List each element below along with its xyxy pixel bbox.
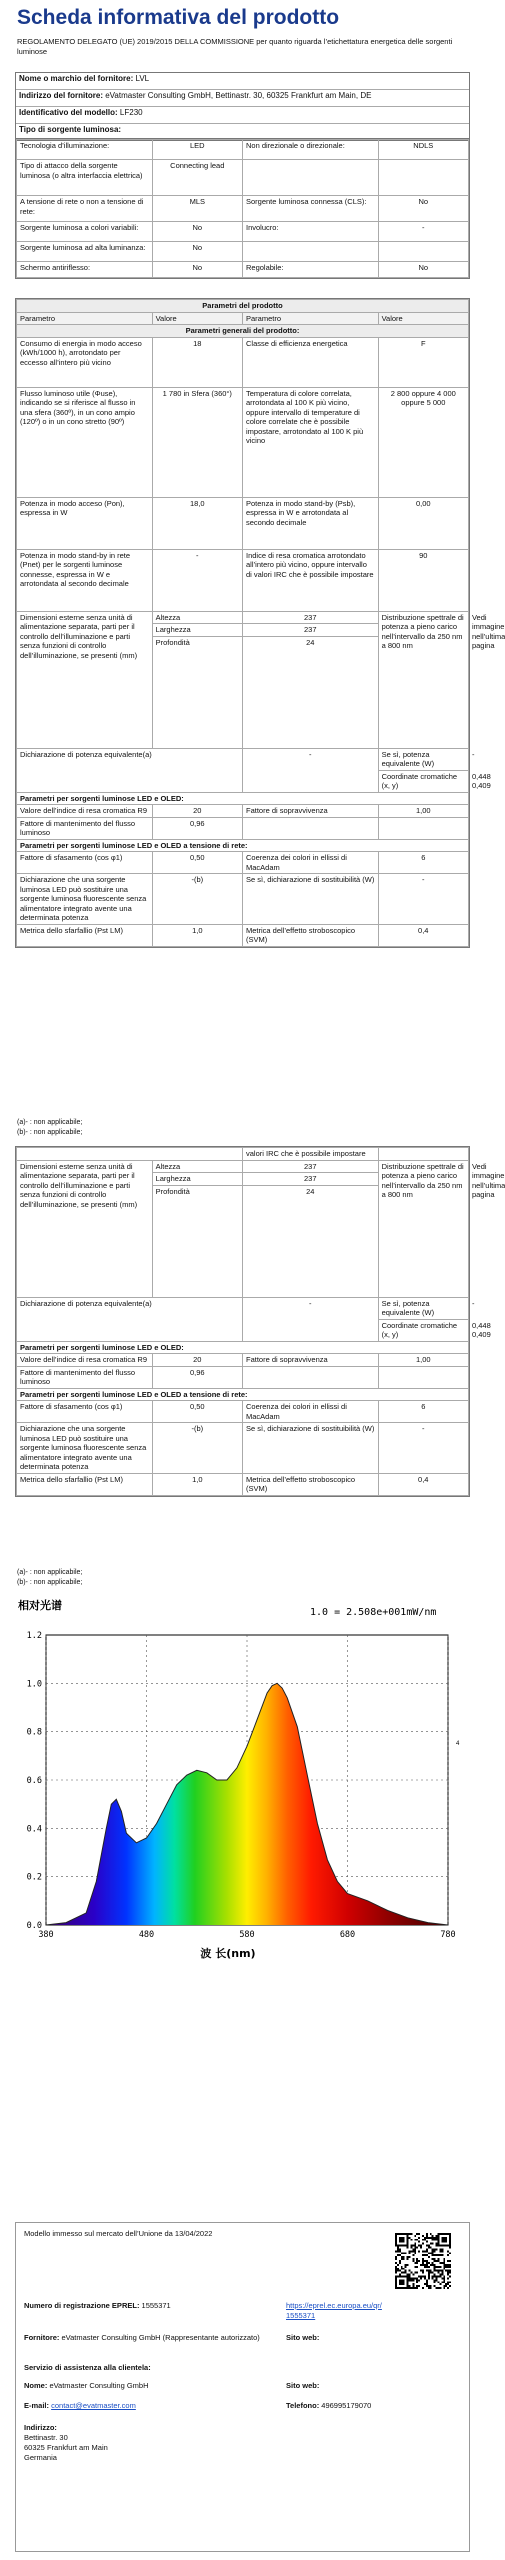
param-label bbox=[242, 242, 378, 262]
param-label: Sorgente luminosa a colori variabili: bbox=[17, 222, 153, 242]
blank-cell bbox=[17, 1148, 243, 1161]
spectrum-chart bbox=[8, 1595, 470, 1965]
param-value bbox=[378, 160, 468, 196]
param-value: No bbox=[152, 262, 242, 278]
table-row bbox=[17, 874, 469, 925]
table-row bbox=[17, 611, 469, 624]
table-row bbox=[17, 924, 469, 946]
param-value: 1,0 bbox=[152, 1473, 242, 1495]
table-row bbox=[17, 337, 469, 387]
param-label: Fattore di sopravvivenza bbox=[242, 805, 378, 818]
supplier-name-label: Nome o marchio del fornitore: bbox=[19, 74, 134, 83]
coord-label: Coordinate cromatiche (x, y) bbox=[378, 1319, 468, 1341]
address-line-2: 60325 Frankfurt am Main bbox=[24, 2443, 108, 2452]
param-label: Schermo antiriflesso: bbox=[17, 262, 153, 278]
param-value: 18 bbox=[152, 337, 242, 387]
table-row bbox=[17, 160, 469, 196]
service-site-label: Sito web: bbox=[286, 2381, 320, 2390]
param-label: Valore dell’indice di resa cromatica R9 bbox=[17, 1354, 153, 1367]
table-row bbox=[17, 1366, 469, 1388]
param-label: Metrica dello sfarfallio (Pst LM) bbox=[17, 924, 153, 946]
depth-value: 24 bbox=[242, 1185, 378, 1297]
param-label: Se sì, dichiarazione di sostituibilità (W) bbox=[242, 1423, 378, 1474]
dimensions-label: Dimensioni esterne senza unità di alimentazione separata, parti per il controllo dell’illuminazione e parti senza funzioni di controllo dell’illuminazione, se presenti (mm) bbox=[17, 611, 153, 748]
page-title: Scheda informativa del prodotto bbox=[17, 6, 340, 29]
param-label: Classe di efficienza energetica bbox=[242, 337, 378, 387]
table-row bbox=[17, 387, 469, 497]
param-label: Sorgente luminosa connessa (CLS): bbox=[242, 196, 378, 222]
header-row bbox=[17, 312, 469, 325]
table-row bbox=[17, 1423, 469, 1474]
param-label: Fattore di mantenimento del flusso luminoso bbox=[17, 1366, 153, 1388]
y-tick-label: 0.2 bbox=[26, 1872, 42, 1883]
model-id: LF230 bbox=[119, 108, 143, 117]
footer-box bbox=[15, 2222, 470, 2552]
param-value: 0,96 bbox=[152, 1366, 242, 1388]
y-tick-label: 0.0 bbox=[26, 1921, 42, 1931]
param-value: No bbox=[152, 242, 242, 262]
param-value: 6 bbox=[378, 852, 468, 874]
table-row bbox=[17, 140, 469, 160]
repeat-top-text: valori IRC che è possibile impostare bbox=[242, 1148, 378, 1161]
param-label: Metrica dello sfarfallio (Pst LM) bbox=[17, 1473, 153, 1495]
y-tick-label: 1.2 bbox=[26, 1631, 42, 1641]
params-title: Parametri del prodotto bbox=[17, 300, 469, 313]
mains-section-title: Parametri per sorgenti luminose LED e OLED a tensione di rete: bbox=[17, 839, 469, 852]
param-value: 18,0 bbox=[152, 497, 242, 549]
param-label: Indice di resa cromatica arrotondato all’intero più vicino, oppure intervallo di valori IRC che è possibile impostare bbox=[242, 549, 378, 611]
mains-section-title: Parametri per sorgenti luminose LED e OLED a tensione di rete: bbox=[17, 1388, 469, 1401]
param-value: 0,50 bbox=[152, 852, 242, 874]
param-value: 0,4 bbox=[378, 1473, 468, 1495]
y-tick-label: 0.8 bbox=[26, 1727, 42, 1738]
eprel-number: 1555371 bbox=[141, 2301, 171, 2310]
address-label: Indirizzo: bbox=[24, 2423, 57, 2432]
param-label: Fattore di sfasamento (cos φ1) bbox=[17, 1401, 153, 1423]
param-label: Potenza in modo acceso (Pon), espressa in W bbox=[17, 497, 153, 549]
note-line: (b)- : non applicabile; bbox=[17, 1579, 83, 1586]
param-value bbox=[378, 242, 468, 262]
section-row bbox=[17, 1388, 469, 1401]
param-label: Potenza in modo stand-by in rete (Pnet) per le sorgenti luminose connesse, espressa in W e arrotondata al secondo decimale bbox=[17, 549, 153, 611]
param-value: 1,00 bbox=[378, 1354, 468, 1367]
table-row bbox=[17, 852, 469, 874]
param-label: Flusso luminoso utile (Φuse), indicando se si riferisce al flusso in una sfera (360º), in un cono ampio (120º) o in un cono stretto (90º) bbox=[17, 387, 153, 497]
equiv-value: - bbox=[242, 748, 378, 792]
param-label: Metrica dell’effetto stroboscopico (SVM) bbox=[242, 1473, 378, 1495]
table-row bbox=[17, 805, 469, 818]
param-value: Connecting lead bbox=[152, 160, 242, 196]
table-row bbox=[17, 817, 469, 839]
eprel-label: Numero di registrazione EPREL: bbox=[24, 2301, 140, 2310]
param-value: 1 780 in Sfera (360°) bbox=[152, 387, 242, 497]
equiv-label: Dichiarazione di potenza equivalente(a) bbox=[17, 748, 243, 792]
table-row bbox=[17, 748, 469, 770]
depth-value: 24 bbox=[242, 636, 378, 748]
col-header-value: Valore bbox=[152, 312, 242, 325]
section-row bbox=[17, 1341, 469, 1354]
height-value: 237 bbox=[242, 611, 378, 624]
supplier-name: LVL bbox=[135, 74, 150, 83]
blank-cell bbox=[378, 1148, 468, 1161]
spectrum-svg bbox=[8, 1595, 470, 1965]
param-label: Non direzionale o direzionale: bbox=[242, 140, 378, 160]
height-label: Altezza bbox=[152, 1160, 242, 1173]
notes-1 bbox=[17, 1118, 82, 1138]
y-tick-label: 0.4 bbox=[26, 1824, 42, 1835]
email-link[interactable]: contact@evatmaster.com bbox=[51, 2401, 136, 2410]
param-label: Valore dell’indice di resa cromatica R9 bbox=[17, 805, 153, 818]
site-label: Sito web: bbox=[286, 2333, 320, 2342]
led-section-title: Parametri per sorgenti luminose LED e OLED: bbox=[17, 792, 469, 805]
param-value: 1,0 bbox=[152, 924, 242, 946]
supplier-address-label: Indirizzo del fornitore: bbox=[19, 91, 103, 100]
equiv-yes-label: Se sì, potenza equivalente (W) bbox=[378, 1297, 468, 1319]
param-label: Dichiarazione che una sorgente luminosa LED può sostituire una sorgente luminosa fluorescente senza alimentatore integrato avente una determinata potenza bbox=[17, 1423, 153, 1474]
x-tick-label: 680 bbox=[339, 1930, 356, 1940]
param-label: Tecnologia d’illuminazione: bbox=[17, 140, 153, 160]
param-label bbox=[242, 1366, 378, 1388]
table-row bbox=[17, 325, 469, 338]
market-date: Modello immesso sul mercato dell’Unione da 13/04/2022 bbox=[24, 2229, 213, 2238]
x-tick-label: 480 bbox=[138, 1930, 155, 1940]
spectrum-scale: 1.0 = 2.508e+001mW/nm bbox=[310, 1607, 437, 1618]
y-tick-label: 1.0 bbox=[26, 1679, 42, 1690]
model-row bbox=[16, 107, 146, 123]
param-label: Regolabile: bbox=[242, 262, 378, 278]
width-label: Larghezza bbox=[152, 1173, 242, 1186]
param-label: Se sì, dichiarazione di sostituibilità (W) bbox=[242, 874, 378, 925]
x-tick-label: 780 bbox=[440, 1930, 456, 1940]
phone-number: 496995179070 bbox=[321, 2401, 372, 2410]
table-row bbox=[17, 262, 469, 278]
param-value: 0,00 bbox=[378, 497, 468, 549]
spd-label: Distribuzione spettrale di potenza a pieno carico nell’intervallo da 250 nm a 800 nm bbox=[378, 611, 468, 748]
param-value: 20 bbox=[152, 1354, 242, 1367]
note-line: (a)- : non applicabile; bbox=[17, 1119, 83, 1126]
spd-label: Distribuzione spettrale di potenza a pieno carico nell’intervallo da 250 nm a 800 nm bbox=[378, 1160, 468, 1297]
service-name-label: Nome: bbox=[24, 2381, 48, 2390]
param-label: A tensione di rete o non a tensione di rete: bbox=[17, 196, 153, 222]
table-row bbox=[17, 1473, 469, 1495]
param-label: Coerenza dei colori in ellissi di MacAdam bbox=[242, 852, 378, 874]
supplier-footer-label: Fornitore: bbox=[24, 2333, 60, 2342]
param-value: 0,50 bbox=[152, 1401, 242, 1423]
param-value: NDLS bbox=[378, 140, 468, 160]
led-section-title: Parametri per sorgenti luminose LED e OLED: bbox=[17, 1341, 469, 1354]
param-value: -(b) bbox=[152, 874, 242, 925]
param-value: 1,00 bbox=[378, 805, 468, 818]
param-label: Sorgente luminosa ad alta luminanza: bbox=[17, 242, 153, 262]
param-label: Consumo di energia in modo acceso (kWh/1000 h), arrotondato per eccesso all’intero più vicino bbox=[17, 337, 153, 387]
x-tick-label: 580 bbox=[239, 1930, 255, 1940]
coord-label: Coordinate cromatiche (x, y) bbox=[378, 770, 468, 792]
table-row bbox=[17, 1297, 469, 1319]
param-label: Coerenza dei colori in ellissi di MacAdam bbox=[242, 1401, 378, 1423]
width-label: Larghezza bbox=[152, 624, 242, 637]
param-value: MLS bbox=[152, 196, 242, 222]
param-label: Tipo di attacco della sorgente luminosa (o altra interfaccia elettrica) bbox=[17, 160, 153, 196]
supplier-footer: eVatmaster Consulting GmbH (Rappresentante autorizzato) bbox=[61, 2333, 260, 2342]
table-row bbox=[17, 1354, 469, 1367]
table-row bbox=[17, 222, 469, 242]
param-value: - bbox=[378, 1423, 468, 1474]
col-header-value: Valore bbox=[378, 312, 468, 325]
address-line-1: Bettinastr. 30 bbox=[24, 2433, 68, 2442]
side-mark: 4 bbox=[456, 1741, 460, 1747]
param-label bbox=[242, 817, 378, 839]
equiv-value: - bbox=[242, 1297, 378, 1341]
param-value: - bbox=[378, 874, 468, 925]
param-label: Fattore di sopravvivenza bbox=[242, 1354, 378, 1367]
table-row bbox=[17, 1160, 469, 1173]
param-value: 0,96 bbox=[152, 817, 242, 839]
table-row bbox=[17, 497, 469, 549]
general-title: Parametri generali del prodotto: bbox=[17, 325, 469, 338]
supplier-box bbox=[15, 72, 470, 141]
params-table bbox=[15, 298, 505, 948]
spectrum-area bbox=[46, 1683, 448, 1925]
note-line: (a)- : non applicabile; bbox=[17, 1569, 83, 1576]
source-type-label: Tipo di sorgente luminosa: bbox=[19, 125, 122, 134]
height-value: 237 bbox=[242, 1160, 378, 1173]
equiv-label: Dichiarazione di potenza equivalente(a) bbox=[17, 1297, 243, 1341]
section-row bbox=[17, 792, 469, 805]
note-line: (b)- : non applicabile; bbox=[17, 1129, 83, 1136]
table-row bbox=[17, 300, 469, 313]
param-value bbox=[378, 817, 468, 839]
param-value: - bbox=[378, 222, 468, 242]
table-row bbox=[17, 242, 469, 262]
equiv-yes-label: Se sì, potenza equivalente (W) bbox=[378, 748, 468, 770]
param-value: LED bbox=[152, 140, 242, 160]
param-label: Dichiarazione che una sorgente luminosa LED può sostituire una sorgente luminosa fluorescente senza alimentatore integrato avente una determinata potenza bbox=[17, 874, 153, 925]
table-row bbox=[17, 1148, 469, 1161]
col-header-param: Parametro bbox=[17, 312, 153, 325]
section-row bbox=[17, 839, 469, 852]
param-value: 2 800 oppure 4 000 oppure 5 000 bbox=[378, 387, 468, 497]
eprel-link[interactable]: https://eprel.ec.europa.eu/qr/1555371 bbox=[286, 2301, 382, 2320]
notes-2 bbox=[17, 1568, 82, 1588]
param-value: No bbox=[378, 196, 468, 222]
param-value: No bbox=[378, 262, 468, 278]
param-value: 20 bbox=[152, 805, 242, 818]
address-line-3: Germania bbox=[24, 2453, 57, 2462]
param-label: Fattore di sfasamento (cos φ1) bbox=[17, 852, 153, 874]
param-label: Temperatura di colore correlata, arrotondata al 100 K più vicino, oppure intervallo di temperature di colore correlate che è possibile impostare, arrotondato al 100 K più vicino bbox=[242, 387, 378, 497]
param-value: 90 bbox=[378, 549, 468, 611]
width-value: 237 bbox=[242, 1173, 378, 1186]
regulation-text: REGOLAMENTO DELEGATO (UE) 2019/2015 DELLA COMMISSIONE per quanto riguarda l’etichettatura energetica delle sorgenti luminose bbox=[17, 37, 453, 56]
param-value bbox=[378, 1366, 468, 1388]
param-value: No bbox=[152, 222, 242, 242]
param-value: F bbox=[378, 337, 468, 387]
param-value: 6 bbox=[378, 1401, 468, 1423]
param-label: Potenza in modo stand-by (Psb), espressa in W e arrotondata al secondo decimale bbox=[242, 497, 378, 549]
param-value: - bbox=[152, 549, 242, 611]
supplier-address: eVatmaster Consulting GmbH, Bettinastr. 30, 60325 Frankfurt am Main, DE bbox=[105, 91, 372, 100]
param-label: Fattore di mantenimento del flusso luminoso bbox=[17, 817, 153, 839]
width-value: 237 bbox=[242, 624, 378, 637]
col-header-param: Parametro bbox=[242, 312, 378, 325]
param-value: 0,4 bbox=[378, 924, 468, 946]
param-label bbox=[242, 160, 378, 196]
table-row bbox=[17, 196, 469, 222]
supplier-name-row bbox=[16, 73, 152, 89]
service-title: Servizio di assistenza alla clientela: bbox=[24, 2363, 151, 2372]
param-label: Metrica dell’effetto stroboscopico (SVM) bbox=[242, 924, 378, 946]
source-type-table bbox=[15, 138, 470, 279]
depth-label: Profondità bbox=[152, 1185, 242, 1297]
y-tick-label: 0.6 bbox=[26, 1776, 42, 1786]
spectrum-title: 相对光谱 bbox=[18, 1599, 62, 1612]
param-value: -(b) bbox=[152, 1423, 242, 1474]
email-label: E-mail: bbox=[24, 2401, 50, 2410]
model-label: Identificativo del modello: bbox=[19, 108, 118, 117]
phone-label: Telefono: bbox=[286, 2401, 320, 2410]
dimensions-label: Dimensioni esterne senza unità di alimentazione separata, parti per il controllo dell’illuminazione e parti senza funzioni di controllo dell’illuminazione, se presenti (mm) bbox=[17, 1160, 153, 1297]
height-label: Altezza bbox=[152, 611, 242, 624]
param-label: Involucro: bbox=[242, 222, 378, 242]
qr-code-icon bbox=[395, 2233, 451, 2289]
depth-label: Profondità bbox=[152, 636, 242, 748]
x-tick-label: 380 bbox=[38, 1930, 54, 1940]
table-row bbox=[17, 1401, 469, 1423]
supplier-address-row bbox=[16, 90, 374, 106]
address-block bbox=[24, 2423, 108, 2463]
table-row bbox=[17, 549, 469, 611]
params-table-repeat bbox=[15, 1146, 505, 1497]
service-name: eVatmaster Consulting GmbH bbox=[49, 2381, 149, 2390]
x-axis-label: 波 长(nm) bbox=[200, 1947, 256, 1960]
